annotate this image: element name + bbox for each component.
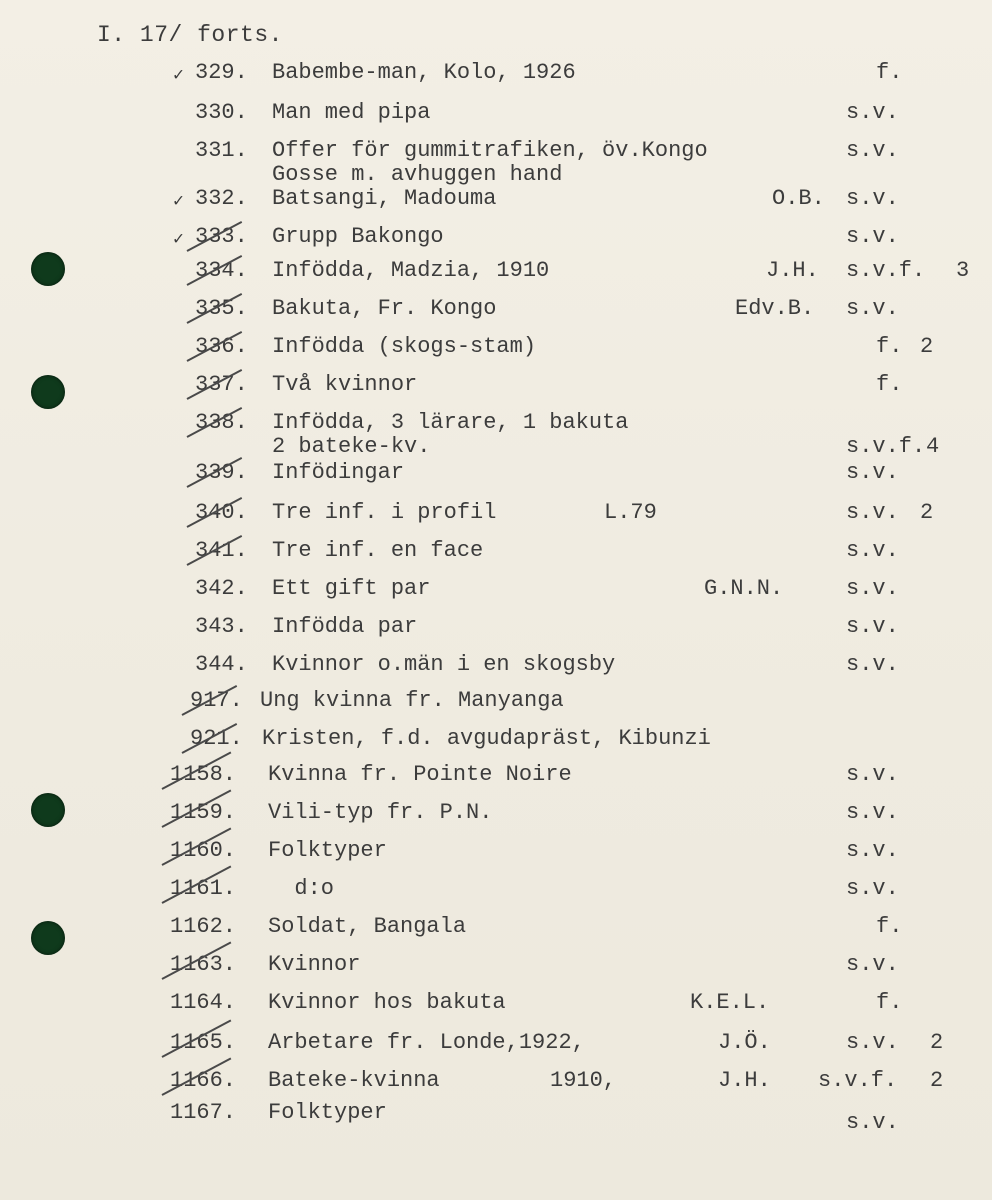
list-item: [0, 186, 992, 222]
list-item: [0, 576, 992, 612]
entry-number: 330.: [195, 100, 248, 125]
entry-title: Bakuta, Fr. Kongo: [272, 296, 497, 321]
copy-count: 2: [930, 1068, 944, 1093]
entry-title: Folktyper: [268, 838, 387, 863]
list-item: [0, 914, 992, 950]
format-code: s.v.: [846, 296, 899, 321]
format-code: s.v.: [846, 100, 899, 125]
list-item: [0, 100, 992, 136]
list-item: [0, 952, 992, 988]
list-item: [0, 838, 992, 874]
entry-number: 339.: [195, 460, 248, 485]
format-code: s.v.: [846, 576, 899, 601]
format-code: s.v.f.: [818, 1068, 898, 1093]
list-item: [0, 876, 992, 912]
entry-number: 336.: [195, 334, 248, 359]
photographer-initials: J.H.: [766, 258, 819, 283]
entry-number: 341.: [195, 538, 248, 563]
entry-number: 343.: [195, 614, 248, 639]
entry-title: Infödda, 3 lärare, 1 bakuta: [272, 410, 629, 435]
list-item: [0, 800, 992, 836]
checkmark: ✓: [173, 66, 184, 86]
photographer-initials: G.N.N.: [704, 576, 784, 601]
entry-title: Ett gift par: [272, 576, 431, 601]
entry-title: Kvinnor: [268, 952, 361, 977]
list-item: [0, 1100, 992, 1136]
format-code: s.v.: [846, 652, 899, 677]
list-item: [0, 372, 992, 408]
format-code: s.v.: [846, 838, 899, 863]
list-item: [0, 652, 992, 688]
entry-note: L.79: [604, 500, 657, 525]
entry-title: Infödda par: [272, 614, 418, 639]
entry-number: 338.: [195, 410, 248, 435]
format-code: f.: [876, 990, 903, 1015]
format-code: f.: [876, 60, 903, 85]
format-code: s.v.: [846, 1030, 899, 1055]
format-code: f.: [876, 372, 903, 397]
format-code: s.v.: [846, 952, 899, 977]
photographer-initials: J.Ö.: [718, 1030, 771, 1055]
format-code: s.v.f.: [846, 434, 926, 459]
entry-number: 1165.: [170, 1030, 237, 1055]
list-item: [0, 726, 992, 762]
format-code: f.: [876, 334, 903, 359]
entry-title: Offer för gummitrafiken, öv.Kongo: [272, 138, 708, 163]
entry-number: 917.: [190, 688, 243, 713]
list-item: [0, 138, 992, 187]
entry-title: Kristen, f.d. avgudapräst, Kibunzi: [262, 726, 711, 751]
entry-title: Ung kvinna fr. Manyanga: [260, 688, 564, 713]
entry-title: Kvinnor hos bakuta: [268, 990, 506, 1015]
entry-number: 329.: [195, 60, 248, 85]
entry-title: Vili-typ fr. P.N.: [268, 800, 493, 825]
entry-number: 1164.: [170, 990, 237, 1015]
entry-title: Soldat, Bangala: [268, 914, 467, 939]
entry-number: 921.: [190, 726, 243, 751]
list-item: [0, 60, 992, 96]
entry-number: 340.: [195, 500, 248, 525]
photographer-initials: K.E.L.: [690, 990, 770, 1015]
entry-title: Grupp Bakongo: [272, 224, 444, 249]
entry-title: Arbetare fr. Londe,1922,: [268, 1030, 585, 1055]
entry-number: 331.: [195, 138, 248, 163]
format-code: s.v.: [846, 762, 899, 787]
format-code: s.v.: [846, 460, 899, 485]
list-item: [0, 538, 992, 574]
entry-number: 1161.: [170, 876, 237, 901]
format-code: s.v.: [846, 614, 899, 639]
copy-count: 2: [920, 500, 934, 525]
list-item: [0, 258, 992, 294]
entry-title-continued: Gosse m. avhuggen hand: [272, 162, 563, 187]
entry-number: 342.: [195, 576, 248, 601]
entry-title: Folktyper: [268, 1100, 387, 1125]
entry-title-continued: 2 bateke-kv.: [272, 434, 431, 459]
list-item: [0, 688, 992, 724]
entry-number: 335.: [195, 296, 248, 321]
copy-count: 4: [926, 434, 940, 459]
format-code: s.v.: [846, 1110, 899, 1135]
format-code: s.v.: [846, 500, 899, 525]
entry-title: Kvinnor o.män i en skogsby: [272, 652, 616, 677]
format-code: s.v.: [846, 224, 899, 249]
entry-title: Tre inf. i profil: [272, 500, 497, 525]
entry-number: 333.: [195, 224, 248, 249]
list-item: [0, 224, 992, 260]
entry-number: 334.: [195, 258, 248, 283]
format-code: s.v.f.: [846, 258, 926, 283]
format-code: s.v.: [846, 876, 899, 901]
card-header: I. 17/ forts.: [97, 22, 283, 48]
entry-number: 332.: [195, 186, 248, 211]
copy-count: 2: [930, 1030, 944, 1055]
copy-count: 3: [956, 258, 970, 283]
photographer-initials: Edv.B.: [735, 296, 815, 321]
format-code: s.v.: [846, 138, 899, 163]
entry-title: Infödingar: [272, 460, 405, 485]
entry-number: 1162.: [170, 914, 237, 939]
entry-title: d:o: [268, 876, 335, 901]
entry-number: 1160.: [170, 838, 237, 863]
list-item: [0, 500, 992, 536]
entry-title: Bateke-kvinna: [268, 1068, 440, 1093]
entry-title: Två kvinnor: [272, 372, 418, 397]
entry-number: 1158.: [170, 762, 237, 787]
format-code: f.: [876, 914, 903, 939]
entry-title: Man med pipa: [272, 100, 431, 125]
entry-number: 1166.: [170, 1068, 237, 1093]
entry-number: 1167.: [170, 1100, 237, 1125]
entry-title: Babembe-man, Kolo, 1926: [272, 60, 576, 85]
entry-note: 1910,: [550, 1068, 617, 1093]
format-code: s.v.: [846, 800, 899, 825]
checkmark: ✓: [173, 192, 184, 212]
list-item: [0, 410, 992, 459]
list-item: [0, 296, 992, 332]
copy-count: 2: [920, 334, 934, 359]
entry-number: 337.: [195, 372, 248, 397]
list-item: [0, 1030, 992, 1066]
list-item: [0, 334, 992, 370]
entry-title: Kvinna fr. Pointe Noire: [268, 762, 572, 787]
entry-title: Infödda, Madzia, 1910: [272, 258, 550, 283]
entry-number: 1163.: [170, 952, 237, 977]
list-item: [0, 460, 992, 496]
format-code: s.v.: [846, 186, 899, 211]
entry-number: 1159.: [170, 800, 237, 825]
format-code: s.v.: [846, 538, 899, 563]
list-item: [0, 990, 992, 1026]
list-item: [0, 614, 992, 650]
entry-number: 344.: [195, 652, 248, 677]
list-item: [0, 762, 992, 798]
list-item: [0, 1068, 992, 1104]
entry-title: Infödda (skogs-stam): [272, 334, 537, 359]
photographer-initials: J.H.: [718, 1068, 771, 1093]
entry-title: Tre inf. en face: [272, 538, 484, 563]
entry-title: Batsangi, Madouma: [272, 186, 497, 211]
checkmark: ✓: [173, 230, 184, 250]
photographer-initials: O.B.: [772, 186, 825, 211]
